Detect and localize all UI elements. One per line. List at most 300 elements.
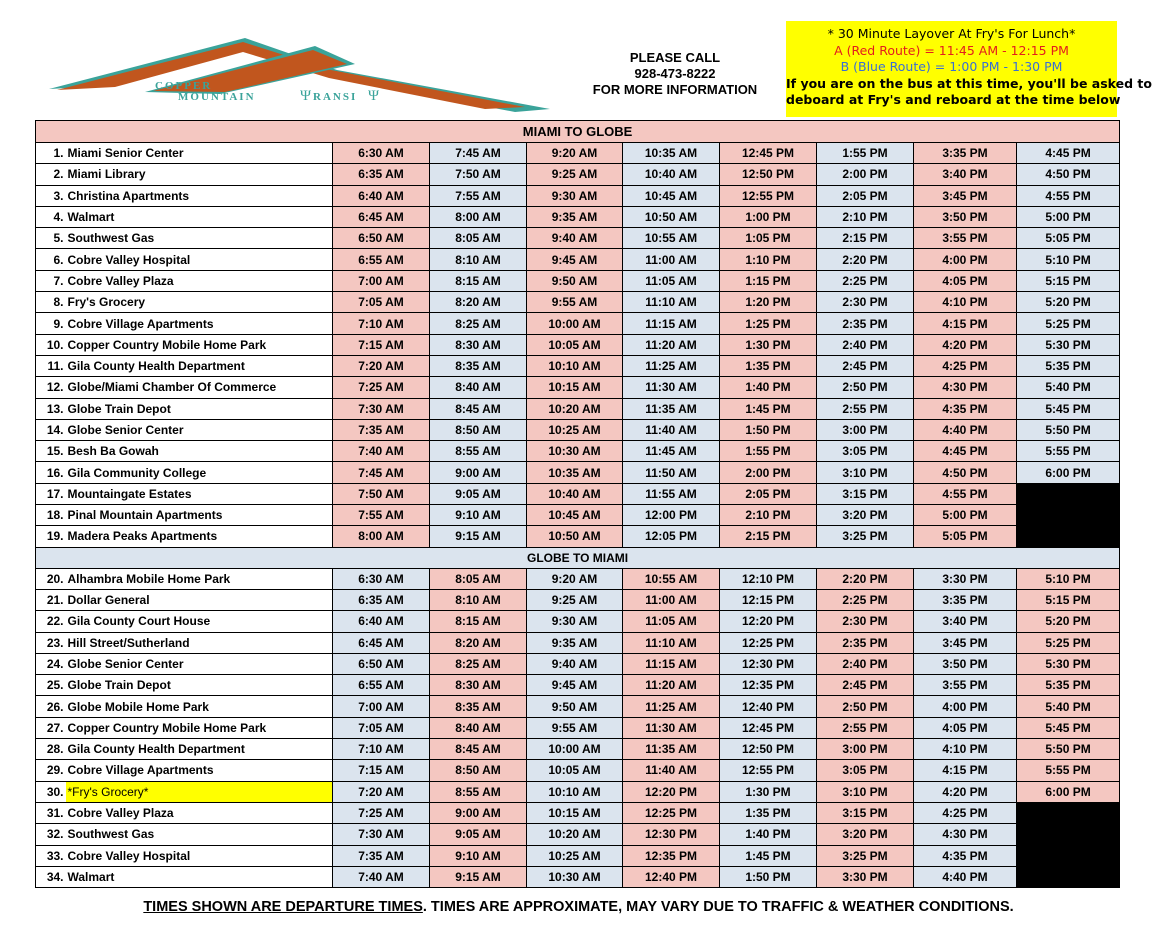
departure-time: 5:30 PM — [1017, 653, 1120, 674]
departure-time: 9:30 AM — [527, 185, 623, 206]
departure-time: 4:20 PM — [914, 334, 1017, 355]
table-row — [36, 292, 1120, 313]
departure-time: 3:50 PM — [914, 653, 1017, 674]
departure-time: 9:20 AM — [527, 568, 623, 589]
stop-number: 11. — [36, 355, 66, 376]
departure-time: 4:15 PM — [914, 760, 1017, 781]
departure-time: 12:50 PM — [720, 164, 817, 185]
stop-number: 27. — [36, 717, 66, 738]
departure-time: 12:25 PM — [623, 802, 720, 823]
table-row — [36, 164, 1120, 185]
stop-name: Mountaingate Estates — [66, 483, 333, 504]
departure-time: 6:50 AM — [333, 228, 430, 249]
departure-time: 5:00 PM — [1017, 206, 1120, 227]
layover-note-2: deboard at Fry's and reboard at the time below — [786, 92, 1121, 107]
departure-time: 8:35 AM — [430, 696, 527, 717]
stop-name: Globe Train Depot — [66, 398, 333, 419]
departure-time: 7:40 AM — [333, 866, 430, 887]
stop-name: Globe Mobile Home Park — [66, 696, 333, 717]
departure-time: 12:20 PM — [623, 781, 720, 802]
departure-time: 2:20 PM — [817, 249, 914, 270]
departure-time: 12:20 PM — [720, 611, 817, 632]
departure-time: 5:10 PM — [1017, 249, 1120, 270]
departure-time: 11:40 AM — [623, 419, 720, 440]
no-service-cell — [1017, 845, 1120, 866]
departure-time: 11:35 AM — [623, 739, 720, 760]
stop-number: 32. — [36, 824, 66, 845]
departure-time: 10:15 AM — [527, 802, 623, 823]
departure-time: 4:30 PM — [914, 824, 1017, 845]
departure-time: 9:55 AM — [527, 292, 623, 313]
departure-time: 8:15 AM — [430, 270, 527, 291]
departure-time: 4:55 PM — [1017, 185, 1120, 206]
departure-time: 5:50 PM — [1017, 739, 1120, 760]
footer-approx-note: . TIMES ARE APPROXIMATE, MAY VARY DUE TO TRAFFIC & WEATHER CONDITIONS. — [422, 899, 1014, 915]
departure-time: 5:30 PM — [1017, 334, 1120, 355]
departure-time: 3:15 PM — [817, 802, 914, 823]
stop-name: Madera Peaks Apartments — [66, 526, 333, 547]
departure-time: 1:50 PM — [720, 419, 817, 440]
departure-time: 8:50 AM — [430, 760, 527, 781]
departure-time: 4:05 PM — [914, 717, 1017, 738]
stop-name: Hill Street/Sutherland — [66, 632, 333, 653]
table-row — [36, 611, 1120, 632]
table-row — [36, 355, 1120, 376]
departure-time: 8:35 AM — [430, 355, 527, 376]
stop-name: Besh Ba Gowah — [66, 441, 333, 462]
departure-time: 12:30 PM — [623, 824, 720, 845]
departure-time: 1:35 PM — [720, 355, 817, 376]
departure-time: 1:30 PM — [720, 334, 817, 355]
departure-time: 10:15 AM — [527, 377, 623, 398]
table-row — [36, 653, 1120, 674]
departure-time: 3:40 PM — [914, 164, 1017, 185]
departure-time: 1:40 PM — [720, 824, 817, 845]
departure-time: 4:35 PM — [914, 845, 1017, 866]
departure-time: 7:00 AM — [333, 696, 430, 717]
departure-time: 6:45 AM — [333, 206, 430, 227]
stop-name: *Fry's Grocery* — [66, 781, 333, 802]
table-row — [36, 377, 1120, 398]
stop-number: 6. — [36, 249, 66, 270]
departure-time: 7:45 AM — [333, 462, 430, 483]
stop-number: 21. — [36, 589, 66, 610]
departure-time: 5:15 PM — [1017, 589, 1120, 610]
stop-number: 7. — [36, 270, 66, 291]
stop-number: 3. — [36, 185, 66, 206]
departure-time: 2:50 PM — [817, 377, 914, 398]
departure-time: 10:50 AM — [623, 206, 720, 227]
section-title: MIAMI TO GLOBE — [36, 121, 1120, 143]
departure-time: 1:45 PM — [720, 398, 817, 419]
departure-time: 1:40 PM — [720, 377, 817, 398]
departure-time: 9:00 AM — [430, 802, 527, 823]
departure-time: 8:15 AM — [430, 611, 527, 632]
departure-time: 11:30 AM — [623, 377, 720, 398]
table-row — [36, 483, 1120, 504]
stop-name: Cobre Valley Plaza — [66, 802, 333, 823]
departure-time: 12:35 PM — [623, 845, 720, 866]
svg-text:Ψ: Ψ — [300, 88, 312, 104]
departure-time: 8:55 AM — [430, 781, 527, 802]
departure-time: 3:25 PM — [817, 845, 914, 866]
departure-time: 4:40 PM — [914, 419, 1017, 440]
stop-name: Cobre Valley Plaza — [66, 270, 333, 291]
table-row — [36, 717, 1120, 738]
stop-number: 13. — [36, 398, 66, 419]
departure-time: 8:05 AM — [430, 568, 527, 589]
departure-time: 10:40 AM — [623, 164, 720, 185]
departure-time: 10:30 AM — [527, 866, 623, 887]
departure-time: 2:25 PM — [817, 270, 914, 291]
departure-time: 11:40 AM — [623, 760, 720, 781]
departure-time: 11:25 AM — [623, 355, 720, 376]
stop-name: Gila County Health Department — [66, 355, 333, 376]
no-service-cell — [1017, 505, 1120, 526]
departure-time: 12:50 PM — [720, 739, 817, 760]
departure-time: 12:40 PM — [720, 696, 817, 717]
departure-time: 12:45 PM — [720, 717, 817, 738]
departure-time: 6:35 AM — [333, 164, 430, 185]
stop-number: 8. — [36, 292, 66, 313]
table-row — [36, 270, 1120, 291]
call-label: PLEASE CALL — [629, 50, 721, 65]
contact-info — [580, 50, 770, 98]
blue-route-time: B (Blue Route) = 1:00 PM - 1:30 PM — [840, 59, 1063, 74]
departure-time: 11:10 AM — [623, 292, 720, 313]
stop-name: Cobre Valley Hospital — [66, 249, 333, 270]
departure-time: 7:00 AM — [333, 270, 430, 291]
departure-time: 9:25 AM — [527, 589, 623, 610]
departure-time: 5:45 PM — [1017, 717, 1120, 738]
departure-time: 7:05 AM — [333, 292, 430, 313]
departure-time: 4:35 PM — [914, 398, 1017, 419]
stop-name: Cobre Village Apartments — [66, 760, 333, 781]
svg-text:Ψ: Ψ — [368, 88, 380, 104]
layover-note-1: If you are on the bus at this time, you'll be asked to — [786, 75, 1152, 91]
departure-time: 9:10 AM — [430, 505, 527, 526]
departure-time: 2:45 PM — [817, 675, 914, 696]
departure-time: 11:35 AM — [623, 398, 720, 419]
departure-time: 11:20 AM — [623, 334, 720, 355]
departure-time: 5:55 PM — [1017, 441, 1120, 462]
stop-number: 29. — [36, 760, 66, 781]
departure-time: 5:05 PM — [1017, 228, 1120, 249]
company-logo — [45, 34, 550, 114]
departure-time: 2:10 PM — [817, 206, 914, 227]
departure-time: 12:40 PM — [623, 866, 720, 887]
departure-time: 2:35 PM — [817, 632, 914, 653]
stop-name: Globe Senior Center — [66, 653, 333, 674]
departure-time: 3:45 PM — [914, 632, 1017, 653]
departure-time: 4:00 PM — [914, 249, 1017, 270]
departure-time: 10:00 AM — [527, 739, 623, 760]
departure-time: 11:15 AM — [623, 313, 720, 334]
departure-time: 1:35 PM — [720, 802, 817, 823]
stop-number: 12. — [36, 377, 66, 398]
stop-name: Copper Country Mobile Home Park — [66, 334, 333, 355]
departure-time: 10:45 AM — [623, 185, 720, 206]
departure-time: 9:45 AM — [527, 249, 623, 270]
departure-time: 12:30 PM — [720, 653, 817, 674]
stop-name: Globe/Miami Chamber Of Commerce — [66, 377, 333, 398]
departure-time: 12:35 PM — [720, 675, 817, 696]
table-row — [36, 802, 1120, 823]
departure-time: 7:10 AM — [333, 739, 430, 760]
red-route-time: A (Red Route) = 11:45 AM - 12:15 PM — [834, 42, 1069, 58]
departure-time: 6:40 AM — [333, 185, 430, 206]
departure-time: 5:50 PM — [1017, 419, 1120, 440]
departure-time: 2:15 PM — [720, 526, 817, 547]
table-row — [36, 632, 1120, 653]
departure-time: 9:50 AM — [527, 696, 623, 717]
departure-time: 8:55 AM — [430, 441, 527, 462]
departure-time: 6:35 AM — [333, 589, 430, 610]
table-row — [36, 781, 1120, 802]
departure-time: 9:05 AM — [430, 824, 527, 845]
departure-time: 7:20 AM — [333, 781, 430, 802]
departure-time: 11:00 AM — [623, 589, 720, 610]
departure-time: 3:55 PM — [914, 675, 1017, 696]
departure-time: 5:25 PM — [1017, 632, 1120, 653]
stop-number: 22. — [36, 611, 66, 632]
departure-time: 7:30 AM — [333, 824, 430, 845]
stop-number: 18. — [36, 505, 66, 526]
departure-time: 8:10 AM — [430, 249, 527, 270]
table-row — [36, 228, 1120, 249]
departure-time: 1:10 PM — [720, 249, 817, 270]
phone-number: 928-473-8222 — [634, 66, 716, 81]
stop-number: 16. — [36, 462, 66, 483]
layover-title: * 30 Minute Layover At Fry's For Lunch* — [827, 26, 1076, 41]
departure-time: 8:40 AM — [430, 717, 527, 738]
departure-time: 5:20 PM — [1017, 292, 1120, 313]
departure-time: 3:10 PM — [817, 781, 914, 802]
departure-time: 1:30 PM — [720, 781, 817, 802]
departure-time: 11:00 AM — [623, 249, 720, 270]
departure-time: 6:30 AM — [333, 143, 430, 164]
departure-time: 11:05 AM — [623, 270, 720, 291]
no-service-cell — [1017, 824, 1120, 845]
departure-time: 9:00 AM — [430, 462, 527, 483]
stop-number: 17. — [36, 483, 66, 504]
section-header — [36, 547, 1120, 568]
stop-number: 4. — [36, 206, 66, 227]
departure-time: 11:55 AM — [623, 483, 720, 504]
departure-time: 5:20 PM — [1017, 611, 1120, 632]
departure-time: 5:15 PM — [1017, 270, 1120, 291]
departure-time: 8:00 AM — [430, 206, 527, 227]
table-row — [36, 505, 1120, 526]
table-row — [36, 824, 1120, 845]
departure-time: 9:35 AM — [527, 206, 623, 227]
departure-time: 6:00 PM — [1017, 781, 1120, 802]
departure-time: 2:00 PM — [720, 462, 817, 483]
departure-time: 10:25 AM — [527, 845, 623, 866]
departure-time: 10:35 AM — [623, 143, 720, 164]
departure-time: 7:55 AM — [430, 185, 527, 206]
stop-number: 28. — [36, 739, 66, 760]
stop-name: Southwest Gas — [66, 228, 333, 249]
table-row — [36, 398, 1120, 419]
departure-time: 6:55 AM — [333, 675, 430, 696]
stop-number: 14. — [36, 419, 66, 440]
departure-time: 9:15 AM — [430, 866, 527, 887]
stop-name: Copper Country Mobile Home Park — [66, 717, 333, 738]
stop-name: Walmart — [66, 206, 333, 227]
stop-name: Alhambra Mobile Home Park — [66, 568, 333, 589]
departure-time: 2:30 PM — [817, 292, 914, 313]
stop-number: 20. — [36, 568, 66, 589]
no-service-cell — [1017, 866, 1120, 887]
departure-time: 11:30 AM — [623, 717, 720, 738]
logo-text-mountain: MOUNTAIN — [178, 91, 256, 103]
departure-time: 4:05 PM — [914, 270, 1017, 291]
no-service-cell — [1017, 483, 1120, 504]
departure-time: 9:15 AM — [430, 526, 527, 547]
departure-time: 5:35 PM — [1017, 675, 1120, 696]
table-row — [36, 866, 1120, 887]
departure-time: 4:10 PM — [914, 739, 1017, 760]
departure-time: 9:30 AM — [527, 611, 623, 632]
departure-time: 3:35 PM — [914, 143, 1017, 164]
departure-time: 5:35 PM — [1017, 355, 1120, 376]
stop-name: Fry's Grocery — [66, 292, 333, 313]
departure-time: 6:50 AM — [333, 653, 430, 674]
departure-time: 7:30 AM — [333, 398, 430, 419]
table-row — [36, 589, 1120, 610]
departure-time: 2:50 PM — [817, 696, 914, 717]
departure-time: 7:50 AM — [333, 483, 430, 504]
departure-time: 10:05 AM — [527, 334, 623, 355]
table-row — [36, 206, 1120, 227]
table-row — [36, 675, 1120, 696]
table-row — [36, 526, 1120, 547]
departure-time: 7:55 AM — [333, 505, 430, 526]
departure-time: 7:10 AM — [333, 313, 430, 334]
stop-number: 33. — [36, 845, 66, 866]
departure-time: 6:55 AM — [333, 249, 430, 270]
departure-time: 2:25 PM — [817, 589, 914, 610]
departure-time: 7:25 AM — [333, 377, 430, 398]
table-row — [36, 462, 1120, 483]
departure-time: 9:55 AM — [527, 717, 623, 738]
stop-name: Dollar General — [66, 589, 333, 610]
departure-time: 9:10 AM — [430, 845, 527, 866]
stop-number: 9. — [36, 313, 66, 334]
departure-time: 10:00 AM — [527, 313, 623, 334]
table-row — [36, 760, 1120, 781]
departure-time: 10:35 AM — [527, 462, 623, 483]
departure-time: 7:05 AM — [333, 717, 430, 738]
departure-time: 1:05 PM — [720, 228, 817, 249]
no-service-cell — [1017, 802, 1120, 823]
departure-time: 1:15 PM — [720, 270, 817, 291]
stop-name: Gila Community College — [66, 462, 333, 483]
departure-time: 8:05 AM — [430, 228, 527, 249]
departure-time: 4:15 PM — [914, 313, 1017, 334]
section-header — [36, 121, 1120, 143]
departure-time: 10:55 AM — [623, 568, 720, 589]
stop-name: Christina Apartments — [66, 185, 333, 206]
stop-number: 2. — [36, 164, 66, 185]
departure-time: 1:45 PM — [720, 845, 817, 866]
departure-time: 3:25 PM — [817, 526, 914, 547]
departure-time: 8:20 AM — [430, 292, 527, 313]
departure-time: 12:00 PM — [623, 505, 720, 526]
departure-time: 10:20 AM — [527, 824, 623, 845]
stop-name: Cobre Valley Hospital — [66, 845, 333, 866]
roof-logo-icon — [45, 34, 550, 114]
departure-time: 11:45 AM — [623, 441, 720, 462]
departure-time: 3:30 PM — [817, 866, 914, 887]
stop-name: Walmart — [66, 866, 333, 887]
departure-time: 4:55 PM — [914, 483, 1017, 504]
departure-time: 3:05 PM — [817, 760, 914, 781]
departure-time: 9:50 AM — [527, 270, 623, 291]
departure-time: 7:25 AM — [333, 802, 430, 823]
departure-time: 7:50 AM — [430, 164, 527, 185]
departure-time: 12:25 PM — [720, 632, 817, 653]
departure-time: 12:05 PM — [623, 526, 720, 547]
departure-time: 9:40 AM — [527, 653, 623, 674]
departure-time: 3:35 PM — [914, 589, 1017, 610]
departure-time: 1:55 PM — [817, 143, 914, 164]
table-row — [36, 143, 1120, 164]
stop-number: 26. — [36, 696, 66, 717]
departure-time: 5:40 PM — [1017, 377, 1120, 398]
departure-time: 2:45 PM — [817, 355, 914, 376]
table-row — [36, 334, 1120, 355]
departure-time: 8:25 AM — [430, 313, 527, 334]
stop-number: 10. — [36, 334, 66, 355]
departure-time: 9:40 AM — [527, 228, 623, 249]
schedule-table — [35, 120, 1120, 888]
departure-time: 7:15 AM — [333, 334, 430, 355]
departure-time: 2:55 PM — [817, 398, 914, 419]
departure-time: 2:35 PM — [817, 313, 914, 334]
departure-time: 5:55 PM — [1017, 760, 1120, 781]
departure-time: 10:25 AM — [527, 419, 623, 440]
table-row — [36, 249, 1120, 270]
table-row — [36, 845, 1120, 866]
departure-time: 11:10 AM — [623, 632, 720, 653]
departure-time: 11:05 AM — [623, 611, 720, 632]
departure-time: 2:05 PM — [720, 483, 817, 504]
table-row — [36, 185, 1120, 206]
departure-time: 2:40 PM — [817, 653, 914, 674]
departure-time: 5:25 PM — [1017, 313, 1120, 334]
stop-name: Cobre Village Apartments — [66, 313, 333, 334]
departure-time: 6:30 AM — [333, 568, 430, 589]
departure-time: 3:10 PM — [817, 462, 914, 483]
section-title: GLOBE TO MIAMI — [36, 547, 1120, 568]
stop-name: Southwest Gas — [66, 824, 333, 845]
departure-time: 10:30 AM — [527, 441, 623, 462]
departure-time: 10:50 AM — [527, 526, 623, 547]
departure-time: 8:25 AM — [430, 653, 527, 674]
departure-time: 6:00 PM — [1017, 462, 1120, 483]
departure-time: 4:45 PM — [914, 441, 1017, 462]
departure-time: 3:55 PM — [914, 228, 1017, 249]
departure-time: 9:05 AM — [430, 483, 527, 504]
departure-time: 9:35 AM — [527, 632, 623, 653]
departure-time: 11:20 AM — [623, 675, 720, 696]
departure-time: 4:00 PM — [914, 696, 1017, 717]
departure-time: 6:40 AM — [333, 611, 430, 632]
departure-time: 9:25 AM — [527, 164, 623, 185]
departure-time: 10:10 AM — [527, 355, 623, 376]
